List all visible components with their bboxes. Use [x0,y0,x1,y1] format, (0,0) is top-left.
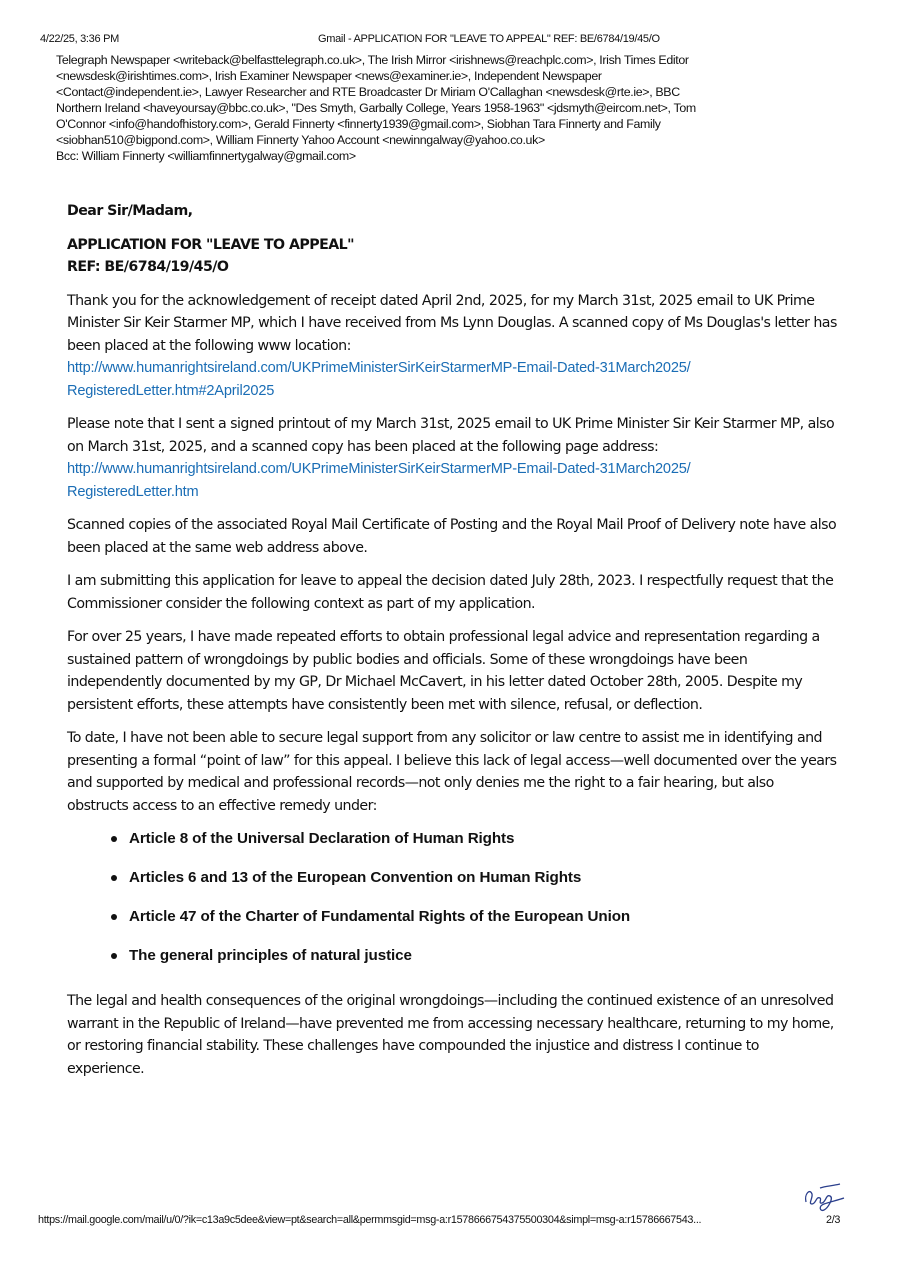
rights-list [67,828,837,984]
link-text: RegisteredLetter.htm#2April2025 [67,382,275,399]
paragraph-royal-mail: Scanned copies of the associated Royal Mail Certificate of Posting and the Royal Mail Proof of Delivery note have also been placed at the same web address above. [67,517,837,556]
paragraph-acknowledgement [67,290,837,403]
print-title: Gmail - APPLICATION FOR "LEAVE TO APPEAL" REF: BE/6784/19/45/O [318,33,660,45]
letter-body [67,200,837,1091]
print-header [0,33,900,49]
paragraph-text: Thank you for the acknowledgement of receipt dated April 2nd, 2025, for my March 31st, 2025 email to UK Prime Minister Sir Keir Starmer MP, which I have received from Ms Lynn Douglas. A scanned copy of Ms Douglas's letter has been placed at the following www location: [67,292,837,354]
bullet-icon [111,836,117,842]
recipients-line: <newsdesk@irishtimes.com>, Irish Examiner Newspaper <news@examiner.ie>, Independent Newspaper [56,69,602,83]
link-registered-letter-april[interactable] [67,357,837,402]
page-number: 2/3 [826,1214,841,1226]
footer-url: https://mail.google.com/mail/u/0/?ik=c13a9c5dee&view=pt&search=all&permmsgid=msg-a:r1578666754375500304&simpl=msg-a:r15786667543... [38,1214,702,1226]
subject-reference: REF: BE/6784/19/45/O [67,259,229,275]
recipients-block [56,52,876,164]
salutation: Dear Sir/Madam, [67,203,193,219]
paragraph-consequences: The legal and health consequences of the original wrongdoings—including the continued existence of an unresolved warrant in the Republic of Ireland—have prevented me from accessing necessary healthcare, returning to my home, or restoring financial stability. These challenges have compounded the injustice and distress I continue to experience. [67,993,834,1077]
list-item-text: Article 8 of the Universal Declaration of Human Rights [129,830,515,847]
paragraph-text: Please note that I sent a signed printout of my March 31st, 2025 email to UK Prime Minister Sir Keir Starmer MP, also on March 31st, 2025, and a scanned copy has been placed at the following page address: [67,416,835,455]
link-text: http://www.humanrightsireland.com/UKPrimeMinisterSirKeirStarmerMP-Email-Dated-31March2025/ [67,461,691,477]
recipients-line: Northern Ireland <haveyoursay@bbc.co.uk>, "Des Smyth, Garbally College, Years 1958-1963" <jdsmyth@eircom.net>, Tom [56,101,696,115]
list-item [129,867,837,906]
list-item-text: Articles 6 and 13 of the European Convention on Human Rights [129,869,582,886]
list-item [129,945,837,984]
bullet-icon [111,914,117,920]
list-item [129,906,837,945]
paragraph-signed-printout [67,413,837,503]
recipients-line: <Contact@independent.ie>, Lawyer Researcher and RTE Broadcaster Dr Miriam O'Callaghan <newsdesk@rte.ie>, BBC [56,85,680,99]
bullet-icon [111,875,117,881]
subject-title: APPLICATION FOR "LEAVE TO APPEAL" [67,236,354,253]
signature-initials-icon [800,1180,848,1214]
paragraph-legal-support: To date, I have not been able to secure legal support from any solicitor or law centre to assist me in identifying and presenting a formal “point of law” for this appeal. I believe this lack of legal access—well documented over the years and supported by medical and professional records—not only denies me the right to a fair hearing, but also obstructs access to an effective remedy under: [67,730,837,814]
print-datetime: 4/22/25, 3:36 PM [40,33,119,45]
paragraph-submission: I am submitting this application for leave to appeal the decision dated July 28th, 2023. I respectfully request that the Commissioner consider the following context as part of my application. [67,573,834,612]
bcc-line: Bcc: William Finnerty <williamfinnertygalway@gmail.com> [56,149,356,163]
recipients-line: O'Connor <info@handofhistory.com>, Gerald Finnerty <finnerty1939@gmail.com>, Siobhan Tara Finnerty and Family [56,117,661,131]
recipients-line: Telegraph Newspaper <writeback@belfasttelegraph.co.uk>, The Irish Mirror <irishnews@reachplc.com>, Irish Times Editor [56,53,689,67]
list-item-text: Article 47 of the Charter of Fundamental Rights of the European Union [129,908,631,925]
link-text: http://www.humanrightsireland.com/UKPrimeMinisterSirKeirStarmerMP-Email-Dated-31March2025/ [67,360,691,376]
list-item-text: The general principles of natural justice [129,947,412,964]
paragraph-efforts: For over 25 years, I have made repeated efforts to obtain professional legal advice and representation regarding a sustained pattern of wrongdoings by public bodies and officials. Some of these wrongdoings have been independently documented by my GP, Dr Michael McCavert, in his letter dated October 28th, 2005. Despite my persistent efforts, these attempts have consistently been met with silence, refusal, or deflection. [67,629,820,713]
recipients-line: <siobhan510@bigpond.com>, William Finnerty Yahoo Account <newinngalway@yahoo.co.uk> [56,133,545,147]
subject-block [67,234,837,279]
list-item [129,828,837,867]
link-registered-letter[interactable] [67,458,837,503]
bullet-icon [111,953,117,959]
link-text: RegisteredLetter.htm [67,483,199,500]
